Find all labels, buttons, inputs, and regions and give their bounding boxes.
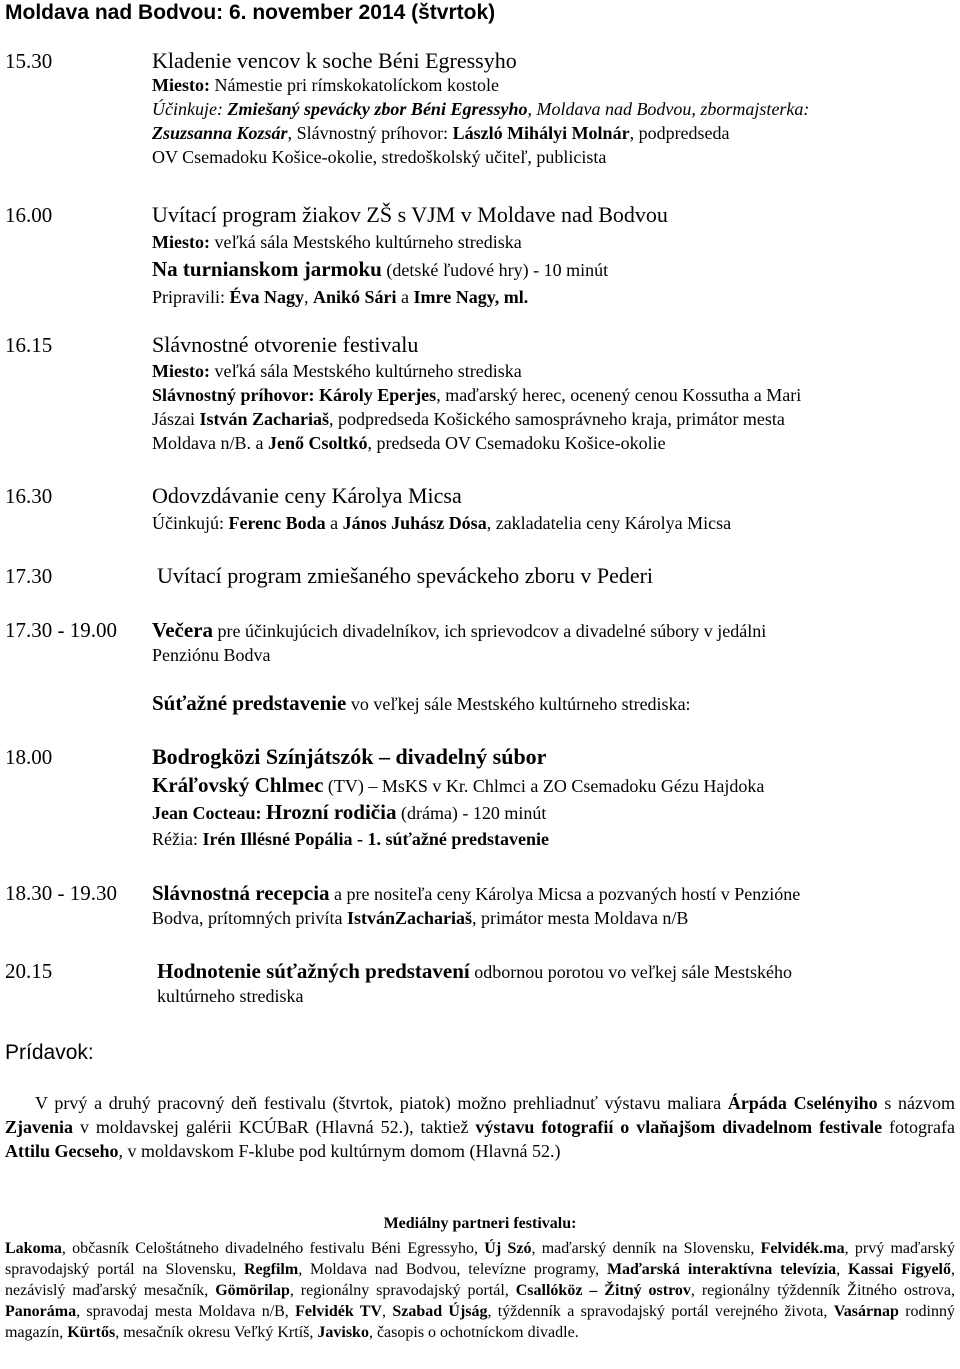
event-play: Jean Cocteau: Hrozní rodičia (dráma) - 120 minút bbox=[152, 800, 547, 824]
event-location: Penziónu Bodva bbox=[152, 645, 271, 665]
event-title-line: Hodnotenie súťažných predstavení odbornou porotou vo veľkej sále Mestského bbox=[157, 959, 793, 983]
event-time: 16.15 bbox=[5, 333, 53, 357]
event-director: Réžia: Irén Illésné Popália - 1. súťažné predstavenie bbox=[152, 829, 550, 849]
event-title: Slávnostné otvorenie festivalu bbox=[152, 332, 419, 357]
event-body bbox=[152, 203, 952, 309]
event-time: 17.30 bbox=[5, 564, 53, 588]
event-body bbox=[152, 333, 952, 455]
event-speech-cont: Jászai István Zachariaš, podpredseda Košického samosprávneho kraja, primátor mesta bbox=[152, 409, 785, 429]
media-heading: Mediálny partneri festivalu: bbox=[383, 1215, 577, 1232]
event-time: 16.00 bbox=[5, 203, 53, 227]
event-time: 15.30 bbox=[5, 49, 53, 73]
appendix-heading: Prídavok: bbox=[5, 1041, 94, 1064]
event-title: Bodrogközi Színjátszók – divadelný súbor bbox=[152, 744, 547, 769]
event-title: Kladenie vencov k soche Béni Egressyho bbox=[152, 48, 517, 73]
appendix-text: V prvý a druhý pracovný deň festivalu (štvrtok, piatok) možno prehliadnuť výstavu maliara Árpáda Cselényiho s názvom Zjavenia v moldavskej galérii KCÚBaR (Hlavná 52.), taktiež výstavu fotografií o vlaňajšom divadelnom festivale fotografa Attilu Gecseho, v moldavskom F-klube pod kultúrnym domom (Hlavná 52.) bbox=[5, 1093, 956, 1161]
media-list: Lakoma, občasník Celoštátneho divadelného festivalu Béni Egressyho, Új Szó, maďarský denník na Slovensku, Felvidék.ma, prvý maďarský spravodajský portál na Slovensku, Regfilm, Moldava nad Bodvou, televízne programy, Maďarská interaktívna televízia, Kassai Figyelő, nezávislý maďarský mesačník, Gömörilap, regionálny spravodajský portál, Csallóköz – Žitný ostrov, regionálny týždenník Žitného ostrova, Panoráma, spravodaj mesta Moldava n/B, Felvidék TV, Szabad Újság, týždenník a spravodajský portál verejného života, Vasárnap rodinný magazín, Kürtős, mesačník okresu Veľký Krtíš, Javisko, časopis o ochotníckom divadle. bbox=[5, 1240, 956, 1341]
event-speech: Zsuzsanna Kozsár, Slávnostný príhovor: László Mihályi Molnár, podpredseda bbox=[152, 123, 730, 143]
event-show: Na turnianskom jarmoku (detské ľudové hry) - 10 minút bbox=[152, 257, 609, 281]
event-host: Bodva, prítomných privíta IstvánZachariaš, primátor mesta Moldava n/B bbox=[152, 908, 689, 928]
event-performers: Účinkujú: Ferenc Boda a János Juhász Dósa, zakladatelia ceny Károlya Micsa bbox=[152, 513, 732, 533]
event-location: Miesto: veľká sála Mestského kultúrneho strediska bbox=[152, 361, 522, 381]
page-title: Moldava nad Bodvou: 6. november 2014 (štvrtok) bbox=[5, 1, 496, 24]
event-speaker-role: OV Csemadoku Košice-okolie, stredoškolský učiteľ, publicista bbox=[152, 147, 607, 167]
event-title: Uvítací program žiakov ZŠ s VJM v Moldave nad Bodvou bbox=[152, 202, 668, 227]
event-town: Kráľovský Chlmec (TV) – MsKS v Kr. Chlmci a ZO Csemadoku Gézu Hajdoka bbox=[152, 773, 765, 797]
event-speech-cont: Moldava n/B. a Jenő Csoltkó, predseda OV Csemadoku Košice-okolie bbox=[152, 433, 666, 453]
event-location: Miesto: Námestie pri rímskokatolíckom kostole bbox=[152, 75, 499, 95]
event-body bbox=[157, 564, 957, 588]
event-body bbox=[152, 745, 952, 851]
event-body: Súťažné predstavenie vo veľkej sále Mestského kultúrneho strediska: bbox=[152, 691, 691, 715]
event-time: 16.30 bbox=[5, 484, 53, 508]
event-prepared-by: Pripravili: Éva Nagy, Anikó Sári a Imre Nagy, ml. bbox=[152, 287, 529, 307]
event-body bbox=[152, 484, 952, 535]
event-body bbox=[152, 618, 952, 667]
event-performers: Účinkuje: Zmiešaný spevácky zbor Béni Egressyho, Moldava nad Bodvou, zbormajsterka: bbox=[152, 99, 810, 119]
event-title: Odovzdávanie ceny Károlya Micsa bbox=[152, 483, 462, 508]
event-location: kultúrneho strediska bbox=[157, 986, 304, 1006]
event-body bbox=[152, 881, 952, 930]
event-body bbox=[157, 959, 957, 1008]
event-time: 17.30 - 19.00 bbox=[5, 618, 117, 642]
event-title-line: Večera pre účinkujúcich divadelníkov, ich sprievodcov a divadelné súbory v jedálni bbox=[152, 618, 767, 642]
event-body bbox=[152, 49, 952, 169]
event-time: 20.15 bbox=[5, 959, 53, 983]
event-title: Uvítací program zmiešaného speváckeho zboru v Pederi bbox=[157, 563, 654, 588]
media-partners bbox=[5, 1213, 955, 1343]
event-title-line: Slávnostná recepcia a pre nositeľa ceny Károlya Micsa a pozvaných hostí v Penzióne bbox=[152, 881, 801, 905]
event-speech: Slávnostný príhovor: Károly Eperjes, maďarský herec, ocenený cenou Kossutha a Mari bbox=[152, 385, 802, 405]
event-location: Miesto: veľká sála Mestského kultúrneho strediska bbox=[152, 232, 522, 252]
event-time: 18.30 - 19.30 bbox=[5, 881, 117, 905]
event-time: 18.00 bbox=[5, 745, 53, 769]
